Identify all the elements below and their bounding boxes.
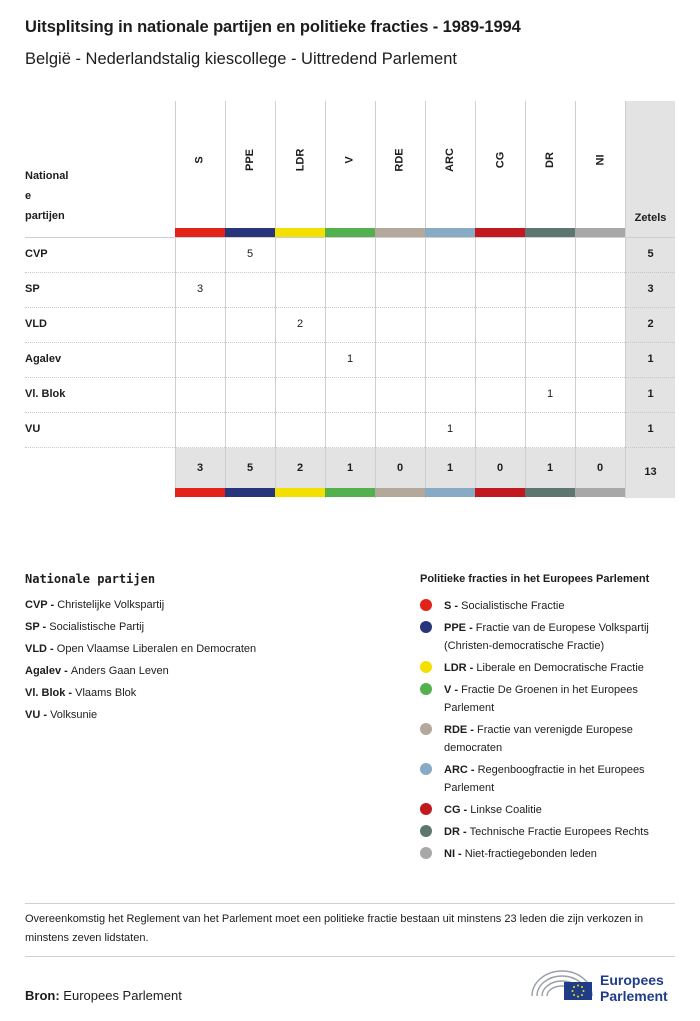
legend-name: Vlaams Blok [75,687,137,699]
column-header-label: NI [594,154,606,166]
group-color-bar [375,488,425,497]
column-total: 5 [246,462,254,474]
row-total: 3 [647,283,654,295]
group-color-bar [175,228,225,237]
national-parties-legend-title: Nationale partijen [25,572,156,586]
legend-name: Niet-fractiegebonden leden [464,848,597,860]
group-color-bar [275,228,325,237]
group-color-bar [425,228,475,237]
seat-cell: 1 [546,388,554,400]
group-color-bar [375,228,425,237]
source [25,988,182,1003]
column-total: 0 [496,462,504,474]
political-group-legend-item [420,845,680,863]
row-divider [25,307,675,308]
page-title: Uitsplitsing in nationale partijen en politieke fracties - 1989-1994 [25,18,521,36]
legend-abbr: SP - [25,621,50,633]
seat-cell: 1 [346,353,354,365]
group-color-bar [325,228,375,237]
legend-color-dot [420,847,432,859]
row-total: 5 [647,248,654,260]
national-parties-legend [25,597,256,729]
row-party-label: CVP [25,248,48,260]
legend-name: Fractie van de Europese Volkspartij (Christen-democratische Fractie) [444,622,649,652]
logo-text-line: Europees [600,972,664,988]
political-group-legend-item [420,721,680,757]
legend-name: Open Vlaamse Liberalen en Democraten [56,643,257,655]
legend-abbr: DR - [444,826,470,838]
legend-abbr: Agalev - [25,665,71,677]
column-total: 1 [346,462,354,474]
european-parliament-logo [530,966,680,1006]
row-divider [25,412,675,413]
row-total: 1 [647,353,654,365]
seat-cell: 1 [446,423,454,435]
legend-color-dot [420,599,432,611]
column-header-cg [475,120,525,200]
legend-name: Socialistische Partij [49,621,145,633]
row-divider [25,377,675,378]
row-party-label: Vl. Blok [25,388,66,400]
seat-distribution-table [0,0,700,510]
political-group-legend-item [420,823,680,841]
legend-color-dot [420,763,432,775]
legend-name: Fractie De Groenen in het Europees Parlement [444,684,638,714]
row-party-label: SP [25,283,40,295]
group-color-bar [475,488,525,497]
row-divider [25,272,675,273]
legend-color-dot [420,825,432,837]
legend-abbr: CVP - [25,599,58,611]
national-parties-header-line: National [25,170,69,182]
column-header-label: S [194,156,206,164]
group-color-bar [525,488,575,497]
logo-text-line: Parlement [600,988,668,1004]
column-total: 3 [196,462,204,474]
column-total: 1 [446,462,454,474]
column-header-s [175,120,225,200]
group-color-bar [275,488,325,497]
national-parties-header [25,166,85,226]
column-header-label: RDE [393,148,406,172]
column-header-ni [575,120,625,200]
seat-cell: 2 [296,318,304,330]
legend-abbr: VLD - [25,643,57,655]
column-header-dr [525,120,575,200]
legend-abbr: RDE - [444,724,477,736]
political-group-legend-item [420,659,680,677]
source-label: Bron: [25,988,60,1003]
political-group-legend-item [420,761,680,797]
political-group-legend-item [420,619,680,655]
row-total: 1 [647,423,654,435]
national-party-legend-item [25,663,256,685]
legend-name: Christelijke Volkspartij [57,599,165,611]
source-value: Europees Parlement [63,988,182,1003]
legend-name: Volksunie [50,709,98,721]
legend-color-dot [420,723,432,735]
legend-name: Liberale en Democratische Fractie [476,662,644,674]
legend-name: Technische Fractie Europees Rechts [469,826,649,838]
legend-abbr: ARC - [444,764,478,776]
column-total: 0 [396,462,404,474]
column-header-ldr [275,120,325,200]
row-party-label: Agalev [25,353,62,365]
column-header-label: DR [543,152,556,168]
group-color-bar [575,488,625,497]
column-total: 1 [546,462,554,474]
national-party-legend-item [25,597,256,619]
column-total: 2 [296,462,304,474]
column-header-label: PPE [243,148,256,172]
legend-name: Anders Gaan Leven [70,665,169,677]
seat-cell: 5 [246,248,254,260]
group-color-bar [225,228,275,237]
political-group-legend-item [420,597,680,615]
political-group-legend-item [420,801,680,819]
group-color-bar [475,228,525,237]
divider [25,903,675,904]
row-party-label: VU [25,423,41,435]
column-header-label: V [344,156,356,164]
legend-abbr: NI - [444,848,465,860]
legend-name: Linkse Coalitie [470,804,542,816]
legend-name: Regenboogfractie in het Europees Parlement [444,764,645,794]
legend-abbr: V - [444,684,462,696]
column-header-label: LDR [293,148,306,172]
legend-color-dot [420,621,432,633]
column-header-arc [425,120,475,200]
group-color-bar [325,488,375,497]
legend-abbr: S - [444,600,462,612]
zetels-header: Zetels [634,212,667,224]
national-party-legend-item [25,641,256,663]
seat-cell: 3 [196,283,204,295]
group-color-bar [575,228,625,237]
column-header-rde [375,120,425,200]
column-header-ppe [225,120,275,200]
political-group-legend-item [420,681,680,717]
column-header-label: ARC [444,148,456,172]
legend-name: Socialistische Fractie [461,600,565,612]
legend-name: Fractie van verenigde Europese democraten [444,724,633,754]
group-color-bar [175,488,225,497]
national-party-legend-item [25,707,256,729]
column-header-v [325,120,375,200]
group-color-bar [525,228,575,237]
group-color-bar [225,488,275,497]
header-divider [25,237,675,238]
legend-abbr: PPE - [444,622,476,634]
legend-abbr: Vl. Blok - [25,687,76,699]
column-total: 0 [596,462,604,474]
legend-color-dot [420,661,432,673]
national-party-legend-item [25,619,256,641]
legend-abbr: LDR - [444,662,477,674]
row-party-label: VLD [25,318,47,330]
grand-total: 13 [644,466,657,478]
group-color-bar [425,488,475,497]
row-total: 1 [647,388,654,400]
footnote: Overeenkomstig het Reglement van het Parlement moet een politieke fractie bestaan uit minstens 23 leden die zijn verkozen in minstens zeven lidstaten. [25,913,644,944]
political-groups-legend-title: Politieke fracties in het Europees Parlement [420,573,650,585]
legend-abbr: CG - [444,804,471,816]
column-header-label: CG [494,151,506,169]
national-party-legend-item [25,685,256,707]
logo-text [600,972,668,1004]
legend-color-dot [420,803,432,815]
row-total: 2 [647,318,654,330]
legend-abbr: VU - [25,709,51,721]
legend-color-dot [420,683,432,695]
divider [25,956,675,957]
national-parties-header-line: e [25,190,32,202]
page-subtitle: België - Nederlandstalig kiescollege - Uittredend Parlement [25,50,457,68]
national-parties-header-line: partijen [25,210,65,222]
political-groups-legend [420,597,680,867]
